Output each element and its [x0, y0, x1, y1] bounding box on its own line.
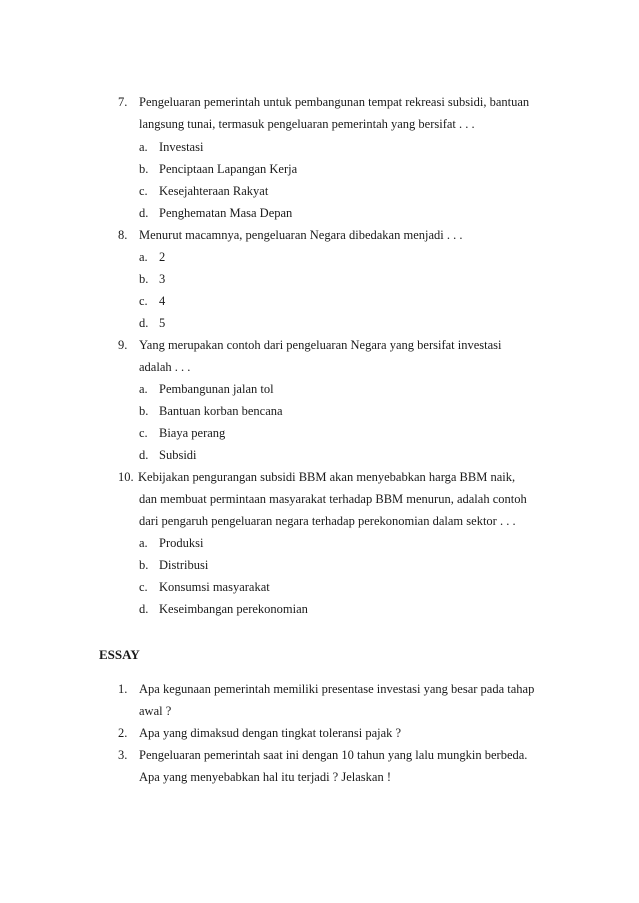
option-letter: d.: [139, 206, 149, 220]
option-letter: c.: [139, 184, 148, 198]
question-number: 1.: [118, 682, 128, 696]
question-number: 7.: [118, 95, 128, 109]
question-number: 3.: [118, 748, 128, 762]
option-text: Bantuan korban bencana: [159, 404, 283, 418]
question-number: 8.: [118, 228, 128, 242]
option-text: 2: [159, 250, 166, 264]
question-text-line: Kebijakan pengurangan subsidi BBM akan menyebabkan harga BBM naik,: [138, 470, 516, 484]
option-text: Subsidi: [159, 448, 197, 462]
option-text: 4: [159, 294, 166, 308]
option-text: Investasi: [159, 140, 204, 154]
question-number: 2.: [118, 726, 128, 740]
question-text-line: Pengeluaran pemerintah untuk pembangunan tempat rekreasi subsidi, bantuan: [139, 95, 530, 109]
question-text-line: Apa yang dimaksud dengan tingkat toleransi pajak ?: [139, 726, 402, 740]
option-letter: d.: [139, 602, 149, 616]
option-letter: c.: [139, 580, 148, 594]
option-text: Konsumsi masyarakat: [159, 580, 270, 594]
option-letter: b.: [139, 404, 149, 418]
option-letter: a.: [139, 250, 148, 264]
option-text: Keseimbangan perekonomian: [159, 602, 308, 616]
question-text-line: Apa kegunaan pemerintah memiliki presentase investasi yang besar pada tahap: [139, 682, 535, 696]
question-text-line: Yang merupakan contoh dari pengeluaran Negara yang bersifat investasi: [139, 338, 502, 352]
option-text: Pembangunan jalan tol: [159, 382, 274, 396]
option-text: 5: [159, 316, 166, 330]
question-text-line: adalah . . .: [139, 360, 191, 374]
option-text: 3: [159, 272, 166, 286]
option-text: Penghematan Masa Depan: [159, 206, 293, 220]
question-text-line: langsung tunai, termasuk pengeluaran pemerintah yang bersifat . . .: [139, 117, 475, 131]
option-letter: c.: [139, 426, 148, 440]
option-letter: d.: [139, 316, 149, 330]
option-letter: c.: [139, 294, 148, 308]
option-text: Produksi: [159, 536, 204, 550]
question-number: 9.: [118, 338, 128, 352]
option-letter: b.: [139, 558, 149, 572]
option-text: Kesejahteraan Rakyat: [159, 184, 269, 198]
option-letter: b.: [139, 162, 149, 176]
question-number: 10.: [118, 470, 134, 484]
option-text: Biaya perang: [159, 426, 226, 440]
option-text: Distribusi: [159, 558, 209, 572]
essay-heading: ESSAY: [99, 647, 140, 662]
option-letter: a.: [139, 382, 148, 396]
question-text-line: dan membuat permintaan masyarakat terhadap BBM menurun, adalah contoh: [139, 492, 527, 506]
option-text: Penciptaan Lapangan Kerja: [159, 162, 298, 176]
question-text-line: dari pengaruh pengeluaran negara terhadap perekonomian dalam sektor . . .: [139, 514, 516, 528]
question-text-line: awal ?: [139, 704, 172, 718]
question-text-line: Apa yang menyebabkan hal itu terjadi ? Jelaskan !: [139, 770, 391, 784]
option-letter: d.: [139, 448, 149, 462]
option-letter: a.: [139, 140, 148, 154]
question-text-line: Menurut macamnya, pengeluaran Negara dibedakan menjadi . . .: [139, 228, 463, 242]
option-letter: b.: [139, 272, 149, 286]
option-letter: a.: [139, 536, 148, 550]
question-text-line: Pengeluaran pemerintah saat ini dengan 10 tahun yang lalu mungkin berbeda.: [139, 748, 528, 762]
